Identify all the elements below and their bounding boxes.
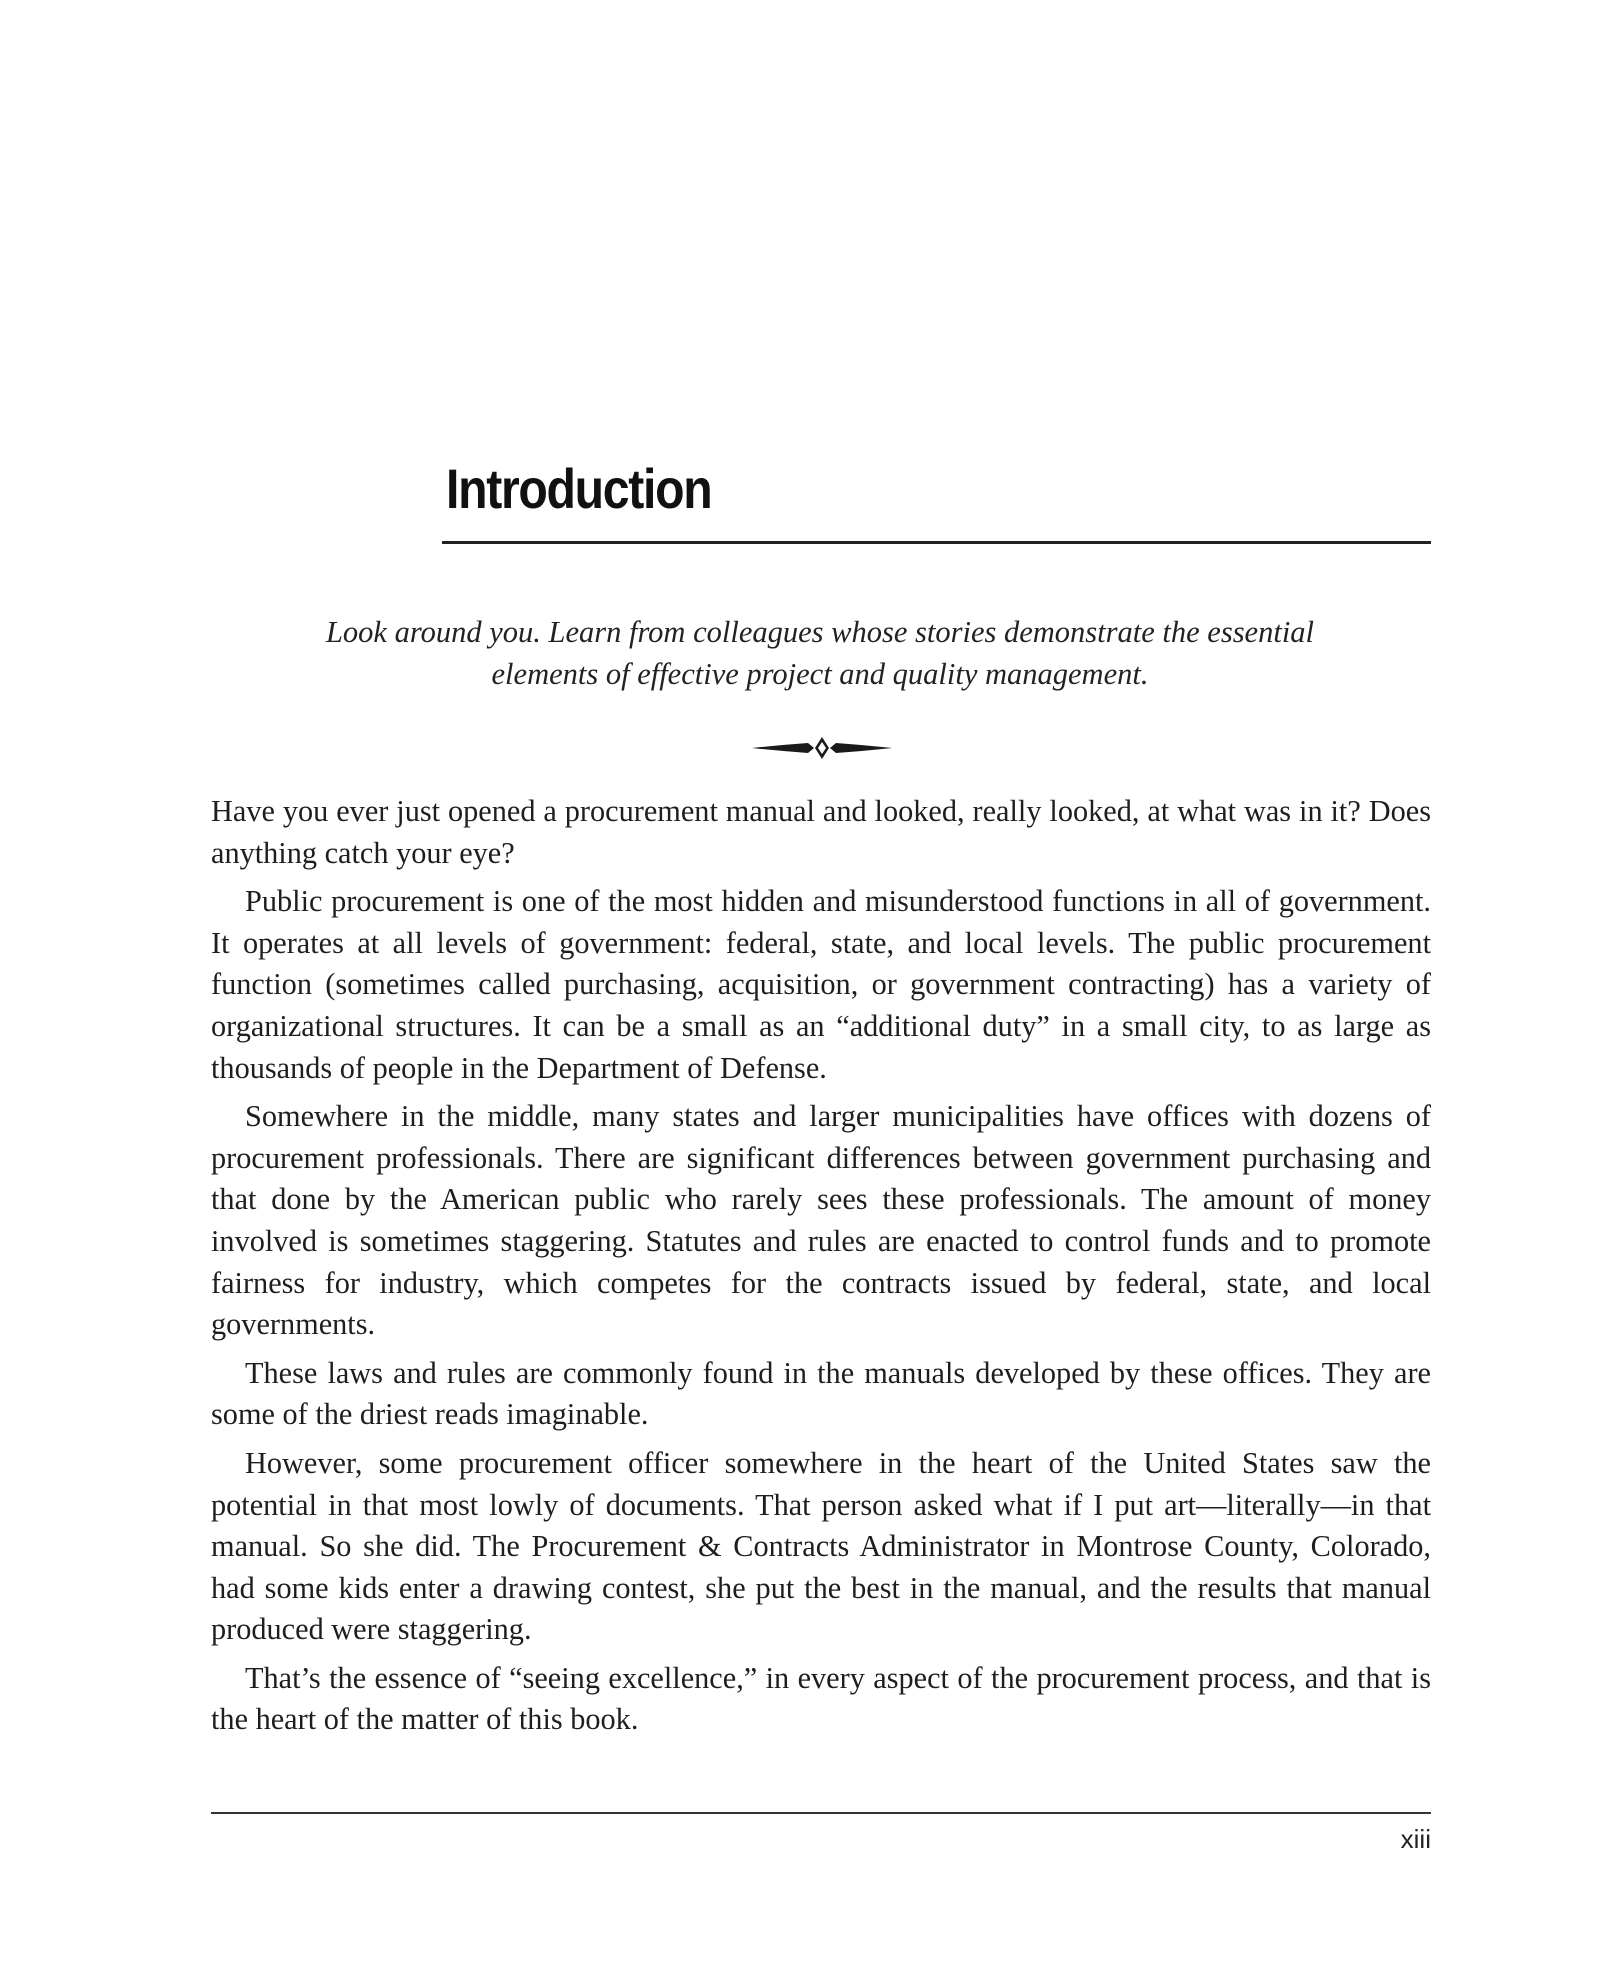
paragraph: These laws and rules are commonly found in the manuals developed by these offices. They are some of the driest reads imaginable. [211, 1355, 1431, 1432]
paragraph: Somewhere in the middle, many states and larger municipalities have offices with dozens of procurement professionals. There are significant differences between government purchasing and that done by the American public who rarely sees these professionals. The amount of money involved is sometimes staggering. Statutes and rules are enacted to control funds and to promote fairness for industry, which competes for the contracts issued by federal, state, and local governments. [211, 1099, 1431, 1342]
paragraph: That’s the essence of “seeing excellence,” in every aspect of the procurement process, and that is the heart of the matter of this book. [211, 1660, 1431, 1737]
fleuron-divider-icon [750, 736, 894, 760]
paragraph: Public procurement is one of the most hidden and misunderstood functions in all of government. It operates at all levels of government: federal, state, and local levels. The public procurement function (sometimes called purchasing, acquisition, or government contracting) has a variety of organizational structures. It can be a small as an “additional duty” in a small city, to as large as thousands of people in the Department of Defense. [211, 884, 1431, 1085]
page-number: xiii [1400, 1824, 1431, 1854]
epigraph: Look around you. Learn from colleagues whose stories demonstrate the essential elements of effective project and quality management. [325, 615, 1315, 691]
body-text [211, 791, 1431, 1748]
title-rule [442, 541, 1431, 544]
chapter-title: Introduction [446, 457, 712, 520]
paragraph: However, some procurement officer somewhere in the heart of the United States saw the potential in that most lowly of documents. That person asked what if I put art—literally—in that manual. So she did. The Procurement & Contracts Administrator in Montrose County, Colorado, had some kids enter a drawing contest, she put the best in the manual, and the results that manual produced were staggering. [211, 1445, 1431, 1647]
footer-rule [211, 1812, 1431, 1814]
paragraph: Have you ever just opened a procurement manual and looked, really looked, at what was in it? Does anything catch your eye? [211, 794, 1431, 870]
